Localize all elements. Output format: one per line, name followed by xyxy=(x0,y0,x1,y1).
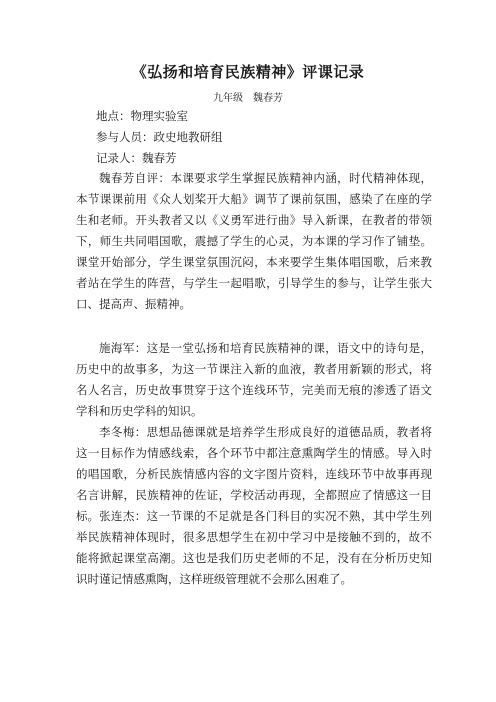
paragraph-zhang-lianjie: 张连杰：这一节课的不足就是各门科目的实况不熟，其中学生列举民族精神体现时，很多思想学生在初中学习中是接触不到的，故不能将掀起课堂高潮。这也是我们历史老师的不足，没有在分析历史知识时谨记情感熏陶，这样班级管理就不会那么困难了。 xyxy=(76,509,432,586)
document-byline: 九年级 魏春芳 xyxy=(213,93,283,104)
document-title: 《弘扬和培育民族精神》评课记录 xyxy=(131,63,365,81)
paragraph-self-review: 魏春芳自评：本课要求学生掌握民族精神内涵，时代精神体现，本节课课前用《众人划桨开大船》调节了课前氛围，感染了在座的学生和老师。开头教者又以《义勇军进行曲》导入新课，在教者的带领下，师生共同唱国歌，震撼了学生的心灵，为本课的学习作了铺垫。课堂开始部分，学生课堂氛围沉闷，本来要学生集体唱国歌，后来教者站在学生的阵营，与学生一起唱歌，引导学生的参与，让学生张大口、提高声、振精神。 xyxy=(76,171,432,311)
paragraph-li-dongmei: 李冬梅：思想品德课就是培养学生形成良好的道德品质，教者将这一目标作为情感线索，各个环节中都注意熏陶学生的情感。导入时的唱国歌，分析民族情感内容的文字图片资料，连线环节中故事再现名言讲解，民族精神的佐证，学校活动再现，全都照应了情感这一目标。 xyxy=(76,425,432,523)
meta-location: 地点：物理实验室 xyxy=(96,109,188,123)
paragraph-shi-haijun: 施海军：这是一堂弘扬和培育民族精神的课，语文中的诗句是，历史中的故事多，为这一节课注入新的血液，教者用新颖的形式，将名人名言，历史故事贯穿于这个连线环节，完美而无痕的渗透了语文学科和历史学科的知识。 xyxy=(76,341,432,418)
meta-recorder: 记录人：魏春芳 xyxy=(96,151,177,165)
meta-participants: 参与人员：政史地教研组 xyxy=(96,130,223,144)
